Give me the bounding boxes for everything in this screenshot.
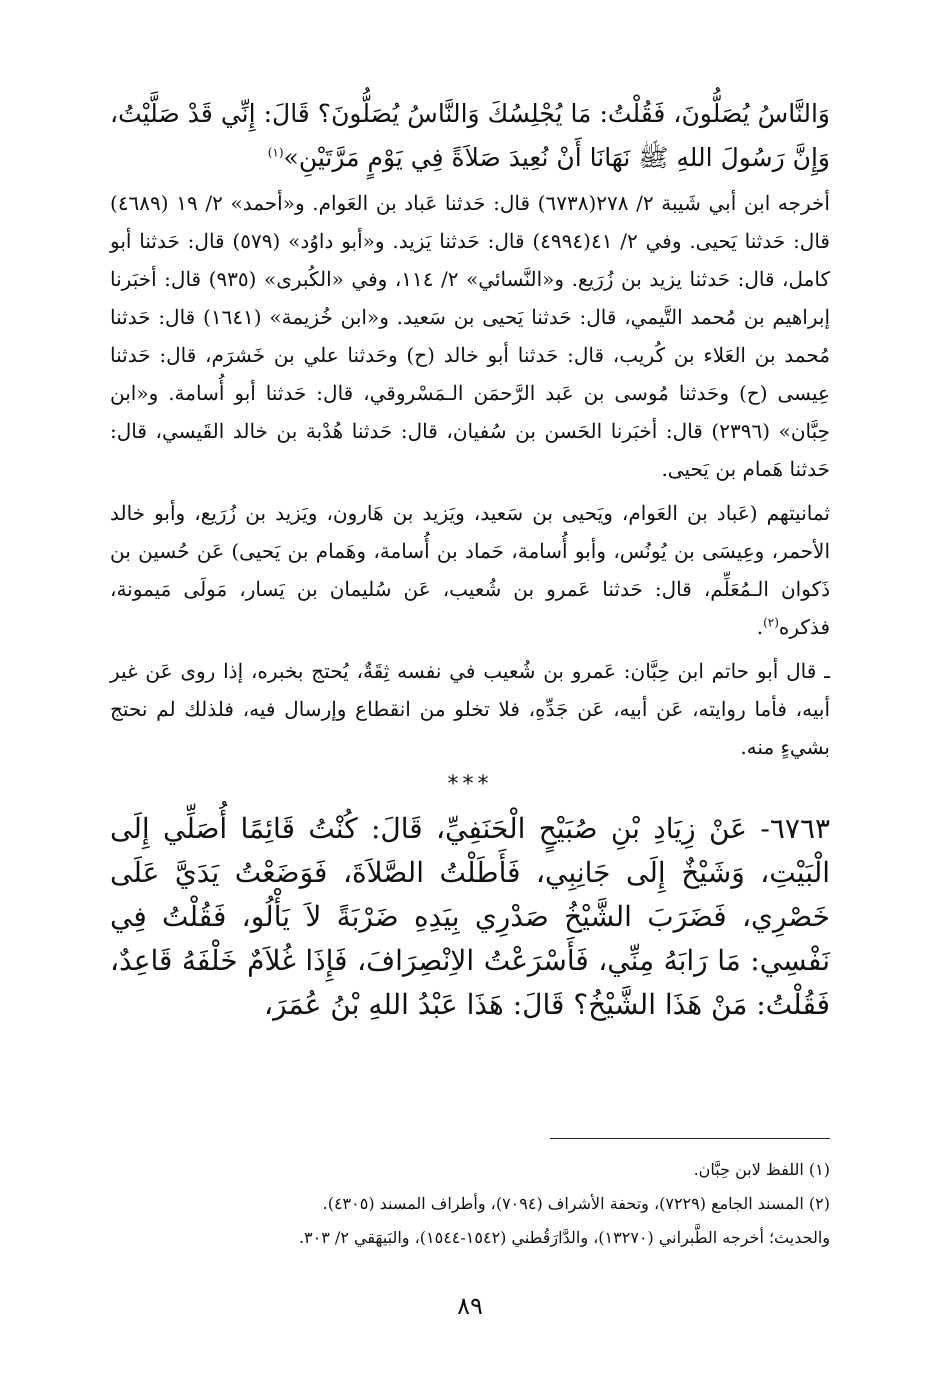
- hadith-number: ٦٧٦٣-: [760, 812, 831, 845]
- footnote-divider: [550, 1138, 830, 1139]
- footnote-ref-2: (٢): [763, 615, 779, 630]
- takhrij-paragraph: أخرجه ابن أبي شَيبة ٢/ ٢٧٨(٦٧٣٨) قال: حَدثنا عَباد بن العَوام. و«أحمد» ٢/ ١٩ (٤٦٨٩) قال: حَدثنا يَحيى. وفي ٢/ ٤١(٤٩٩٤) قال: حَدثنا يَزيد. و«أبو داوُد» (٥٧٩) قال: حَدثنا أبو كامل، قال: حَدثنا يزيد بن زُرَيع. و«النَّسائي» ٢/ ١١٤، وفي «الكُبرى» (٩٣٥) قال: أخبَرنا إبراهيم بن مُحمد التَّيمي، قال: حَدثنا يَحيى بن سَعيد. و«ابن خُزيمة» (١٦٤١) قال: حَدثنا مُحمد بن العَلاء بن كُريب، قال: حَدثنا أبو خالد (ح) وحَدثنا علي بن خَشرَم، قال: حَدثنا عِيسى (ح) وحَدثنا مُوسى بن عَبد الرَّحمَن الـمَسْروقي، قال: حَدثنا أبو أُسامة. و«ابن حِبَّان» (٢٣٩٦) قال: أخبَرنا الحَسن بن سُفيان، قال: حَدثنا هُدْبة بن خالد القَيسي، قال: حَدثنا هَمام بن يَحيى.: [110, 191, 831, 481]
- narrators-paragraph: ثمانيتهم (عَباد بن العَوام، ويَحيى بن سَعيد، ويَزيد بن هَارون، ويَزيد بن زُرَيع، وأبو خالد الأحمر، وعِيسَى بن يُونُس، وأبو أُسامة، حَماد بن أُسامة، وهَمام بن يَحيى) عَن حُسين بن ذَكوان الـمُعَلِّم، قال: حَدثنا عَمرو بن شُعيب، عَن سُليمان بن يَسار، مَولَى مَيمونة، فذكره$^{(٢)}$.: [110, 501, 830, 639]
- footnote-ref-1: (١): [267, 145, 284, 160]
- ibn-hibban-comment: ـ قال أبو حاتم ابن حِبَّان: عَمرو بن شُعيب في نفسه ثِقَةٌ، يُحتج بخبره، إذا روى عَن غير أبيه، فأما روايته، عَن أبيه، عَن جَدِّهِ، فلا تخلو من انقطاع وإرسال فيه، فلذلك لم نحتج بشيءٍ منه.: [110, 659, 831, 759]
- page-number: ٨٩: [457, 1292, 483, 1320]
- hadith-continuation-text: وَالنَّاسُ يُصَلُّونَ، فَقُلْتُ: مَا يُجْلِسُكَ وَالنَّاسُ يُصَلُّونَ؟ قَالَ: إِنِّي قَدْ صَلَّيْتُ، وَإِنَّ رَسُولَ اللهِ ﷺ نَهَانَا أَنْ نُعِيدَ صَلاَةً فِي يَوْمٍ مَرَّتَيْنِ»: [110, 99, 830, 172]
- footnote-2-continuation: والحديث؛ أخرجه الطَّبراني (١٣٢٧٠)، والدَّارَقُطني (١٥٤٢-١٥٤٤)، والبَيهَقي ٢/ ٣٠٣.: [298, 1228, 830, 1247]
- narrators-text: ثمانيتهم (عَباد بن العَوام، ويَحيى بن سَعيد، ويَزيد بن هَارون، ويَزيد بن زُرَيع، وأبو خالد الأحمر، وعِيسَى بن يُونُس، وأبو أُسامة، حَماد بن أُسامة، وهَمام بن يَحيى) عَن حُسين بن ذَكوان الـمُعَلِّم، قال: حَدثنا عَمرو بن شُعيب، عَن سُليمان بن يَسار، مَولَى مَيمونة، فذكره: [110, 501, 830, 639]
- hadith-6763: [110, 807, 830, 1027]
- page-body: [110, 92, 830, 1027]
- hadith-text: عَنْ زِيَادِ بْنِ صُبَيْحٍ الْحَنَفِيِّ، قَالَ: كُنْتُ قَائِمًا أُصَلِّي إِلَى الْبَيْتِ، وَشَيْخٌ إِلَى جَانِبِي، فَأَطَلْتُ الصَّلاَةَ، فَوَضَعْتُ يَدَيَّ عَلَى خَصْرِي، فَضَرَبَ الشَّيْخُ صَدْرِي بِيَدِهِ ضَرْبَةً لاَ يَأْلُو، فَقُلْتُ فِي نَفْسِي: مَا رَابَهُ مِنِّي، فَأَسْرَعْتُ الاِنْصِرَافَ، فَإِذَا غُلاَمٌ خَلْفَهُ قَاعِدٌ، فَقُلْتُ: مَنْ هَذَا الشَّيْخُ؟ قَالَ: هَذَا عَبْدُ اللهِ بْنُ عُمَرَ،: [110, 812, 830, 1021]
- footnote-2: (٢) المسند الجامع (٧٢٢٩)، وتحفة الأشراف (٧٠٩٤)، وأطراف المسند (٤٣٠٥).: [322, 1194, 830, 1213]
- section-separator: ***: [447, 772, 493, 797]
- footnote-1: (١) اللفظ لابن حِبَّان.: [693, 1160, 830, 1179]
- footnotes-section: [110, 1138, 830, 1255]
- hadith-continuation-paragraph: [110, 92, 830, 180]
